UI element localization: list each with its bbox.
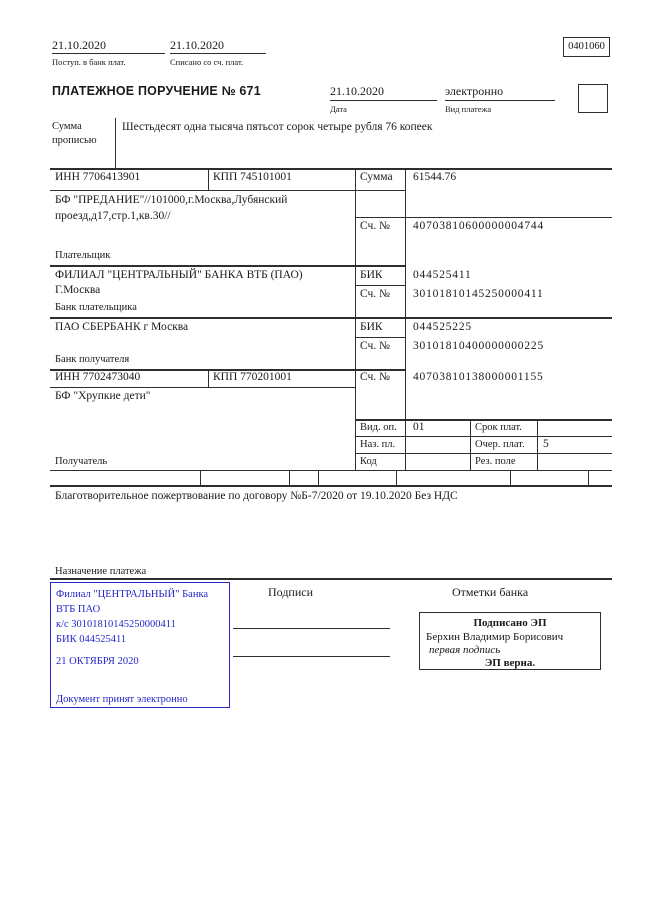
- payee-label: Получатель: [55, 456, 108, 467]
- signed-type: первая подпись: [429, 644, 501, 656]
- amount-value: 61544.76: [413, 171, 457, 183]
- bank-stamp: [50, 582, 230, 708]
- amount-in-words: Шестьдесят одна тысяча пятьсот сорок четыре рубля 76 копеек: [122, 121, 433, 133]
- written-off-date: 21.10.2020: [170, 38, 224, 52]
- divider: [200, 470, 201, 485]
- table-rule: [50, 168, 612, 170]
- table-rule: [50, 387, 355, 388]
- form-code-box: 0401060: [563, 37, 610, 57]
- stamp-corr-account: к/с 30101810145250000411: [56, 619, 176, 630]
- payer-bank-bik-label: БИК: [360, 269, 383, 281]
- table-rule: [355, 419, 612, 421]
- amount-words-label-1: Сумма: [52, 121, 82, 132]
- signed-verified: ЭП верна.: [484, 657, 536, 669]
- amount-label: Сумма: [360, 171, 393, 183]
- bank-marks-header: Отметки банка: [452, 585, 529, 599]
- signature-line-1: [233, 628, 390, 629]
- payer-inn: ИНН 7706413901: [55, 171, 141, 183]
- payer-kpp: КПП 745101001: [213, 171, 292, 183]
- divider: [405, 168, 406, 470]
- signature-line-2: [233, 656, 390, 657]
- table-rule: [355, 453, 612, 454]
- payee-account-value: 40703810138000001155: [413, 371, 544, 383]
- payer-name: БФ "ПРЕДАНИЕ"//101000,г.Москва,Лубянский проезд,д17,стр.1,кв.30//: [55, 194, 288, 223]
- payment-purpose-label: Назначение платежа: [55, 566, 147, 577]
- signed-title: Подписано ЭП: [473, 617, 547, 629]
- divider: [289, 470, 290, 485]
- payer-account-label: Сч. №: [360, 220, 391, 232]
- table-rule: [355, 436, 612, 437]
- divider: [208, 369, 209, 387]
- divider: [537, 419, 538, 470]
- divider: [510, 470, 511, 485]
- payer-bank-bik-value: 044525411: [413, 269, 472, 281]
- status-checkbox: [578, 84, 608, 113]
- priority-value: 5: [543, 438, 549, 450]
- payer-bank-label: Банк плательщика: [55, 302, 137, 313]
- received-date: 21.10.2020: [52, 38, 106, 52]
- divider: [470, 419, 471, 470]
- payee-name: БФ "Хрупкие дети": [55, 390, 151, 402]
- signed-box: [419, 612, 601, 670]
- payer-bank-account-label: Сч. №: [360, 288, 391, 300]
- rule: [330, 100, 437, 101]
- reserve-field-label: Рез. поле: [475, 456, 516, 467]
- written-off-date-label: Списано со сч. плат.: [170, 57, 244, 67]
- table-rule: [355, 337, 405, 338]
- stamp-bank-line1: Филиал "ЦЕНТРАЛЬНЫЙ" Банка: [56, 589, 209, 600]
- document-date-label: Дата: [330, 104, 347, 114]
- due-date-label: Срок плат.: [475, 422, 522, 433]
- payee-bank-bik-value: 044525225: [413, 321, 472, 333]
- payee-account-label: Сч. №: [360, 371, 391, 383]
- rule: [170, 53, 266, 54]
- stamp-bank-line2: ВТБ ПАО: [56, 604, 101, 615]
- payer-bank-name-line1: ФИЛИАЛ "ЦЕНТРАЛЬНЫЙ" БАНКА ВТБ (ПАО): [55, 269, 303, 281]
- table-rule: [50, 470, 612, 471]
- table-rule: [355, 285, 405, 286]
- stamp-date: 21 ОКТЯБРЯ 2020: [56, 656, 139, 667]
- table-rule: [50, 265, 405, 267]
- divider: [208, 168, 209, 190]
- priority-label: Очер. плат.: [475, 439, 525, 450]
- op-type-label: Вид. оп.: [360, 422, 397, 433]
- payer-label: Плательщик: [55, 250, 111, 261]
- payee-bank-account-label: Сч. №: [360, 340, 391, 352]
- stamp-footer: Документ принят электронно: [56, 694, 188, 705]
- naz-pl-label: Наз. пл.: [360, 439, 396, 450]
- code-label: Код: [360, 456, 377, 467]
- op-type-value: 01: [413, 421, 425, 433]
- payer-account-value: 40703810600000004744: [413, 220, 544, 232]
- payer-bank-name-line2: Г.Москва: [55, 284, 101, 296]
- signatures-header: Подписи: [268, 585, 314, 599]
- stamp-bik: БИК 044525411: [56, 634, 127, 645]
- table-rule: [355, 217, 612, 218]
- divider: [588, 470, 589, 485]
- payer-bank-account-value: 30101810145250000411: [413, 288, 544, 300]
- payment-kind: электронно: [445, 84, 504, 98]
- divider: [115, 118, 116, 168]
- signed-name: Берхин Владимир Борисович: [426, 631, 564, 643]
- received-date-label: Поступ. в банк плат.: [52, 57, 126, 67]
- payee-bank-name: ПАО СБЕРБАНК г Москва: [55, 321, 189, 333]
- payee-bank-bik-label: БИК: [360, 321, 383, 333]
- table-rule: [50, 578, 612, 580]
- payee-inn: ИНН 7702473040: [55, 371, 141, 383]
- table-rule: [50, 485, 612, 487]
- rule: [445, 100, 555, 101]
- table-rule: [50, 190, 405, 191]
- payee-bank-account-value: 30101810400000000225: [413, 340, 544, 352]
- payee-kpp: КПП 770201001: [213, 371, 292, 383]
- amount-words-label-2: прописью: [52, 135, 97, 146]
- document-date: 21.10.2020: [330, 84, 384, 98]
- rule: [52, 53, 165, 54]
- divider: [355, 168, 356, 470]
- payee-bank-label: Банк получателя: [55, 354, 130, 365]
- divider: [396, 470, 397, 485]
- page-title: ПЛАТЕЖНОЕ ПОРУЧЕНИЕ № 671: [52, 84, 261, 98]
- divider: [318, 470, 319, 485]
- table-rule: [50, 317, 612, 319]
- payment-purpose-text: Благотворительное пожертвование по договору №Б-7/2020 от 19.10.2020 Без НДС: [55, 490, 458, 502]
- payment-kind-label: Вид платежа: [445, 104, 492, 114]
